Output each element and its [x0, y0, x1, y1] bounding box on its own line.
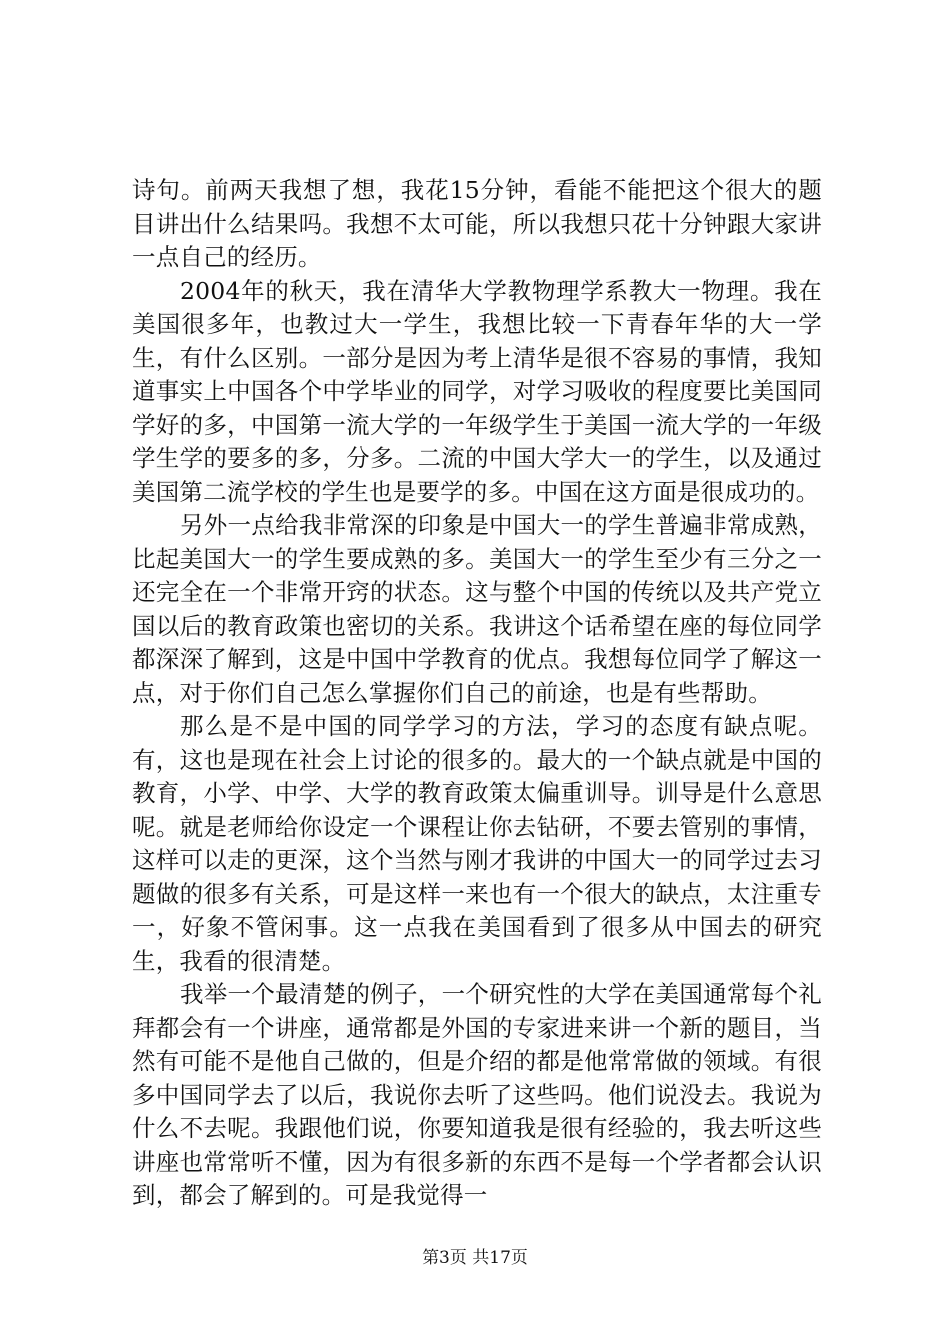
paragraph-2: 2004年的秋天，我在清华大学教物理学系教大一物理。我在美国很多年，也教过大一学生，我想比较一下青春年华的大一学生，有什么区别。一部分是因为考上清华是很不容易的事情，我知道事实上中国各个中学毕业的同学，对学习吸收的程度要比美国同学好的多，中国第一流大学的一年级学生于美国一流大学的一年级学生学的要多的多，分多。二流的中国大学大一的学生，以及通过美国第二流学校的学生也是要学的多。中国在这方面是很成功的。 — [132, 276, 822, 506]
paragraph-3: 另外一点给我非常深的印象是中国大一的学生普遍非常成熟，比起美国大一的学生要成熟的多。美国大一的学生至少有三分之一还完全在一个非常开窍的状态。这与整个中国的传统以及共产党立国以后的教育政策也密切的关系。我讲这个话希望在座的每位同学都深深了解到，这是中国中学教育的优点。我想每位同学了解这一点，对于你们自己怎么掌握你们自己的前途，也是有些帮助。 — [132, 511, 822, 707]
page-number-footer: 第3页 共17页 — [422, 1248, 528, 1268]
paragraph-4: 那么是不是中国的同学学习的方法，学习的态度有缺点呢。有，这也是现在社会上讨论的很多的。最大的一个缺点就是中国的教育，小学、中学、大学的教育政策太偏重训导。训导是什么意思呢。就是老师给你设定一个课程让你去钻研，不要去管别的事情，这样可以走的更深，这个当然与刚才我讲的中国大一的同学过去习题做的很多有关系，可是这样一来也有一个很大的缺点，太注重专一，好象不管闲事。这一点我在美国看到了很多从中国去的研究生，我看的很清楚。 — [132, 712, 822, 975]
paragraph-1: 诗句。前两天我想了想，我花15分钟，看能不能把这个很大的题目讲出什么结果吗。我想不太可能，所以我想只花十分钟跟大家讲一点自己的经历。 — [132, 176, 822, 271]
body-text — [132, 174, 822, 1213]
paragraph-5: 我举一个最清楚的例子，一个研究性的大学在美国通常每个礼拜都会有一个讲座，通常都是外国的专家进来讲一个新的题目，当然有可能不是他自己做的，但是介绍的都是他常常做的领域。有很多中国同学去了以后，我说你去听了这些吗。他们说没去。我说为什么不去呢。我跟他们说，你要知道我是很有经验的，我去听这些讲座也常常听不懂，因为有很多新的东西不是每一个学者都会认识到，都会了解到的。可是我觉得一 — [132, 980, 822, 1209]
